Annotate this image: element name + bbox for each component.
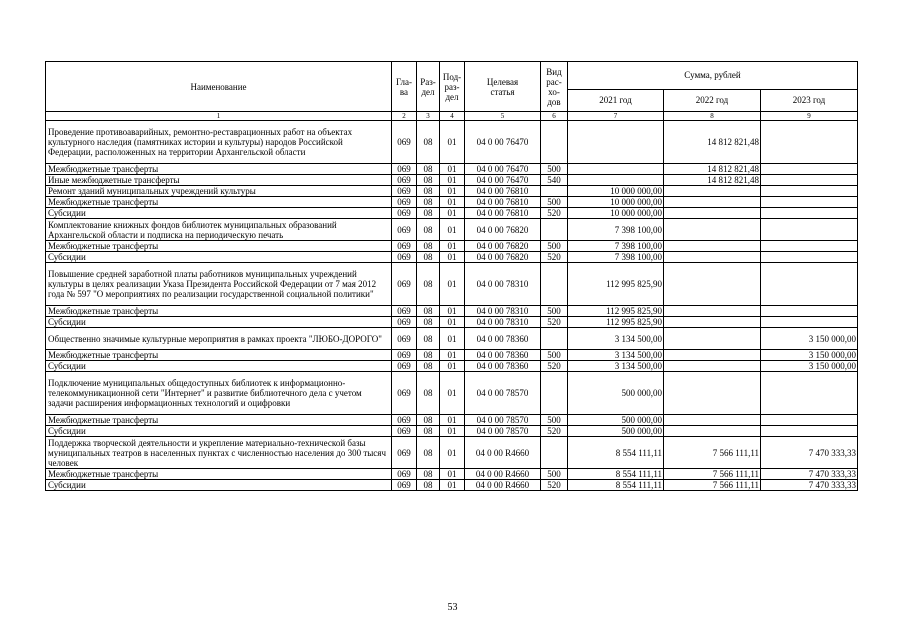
column-number: 5 [465, 112, 541, 121]
cell-podrazdel: 01 [440, 426, 465, 437]
header-glava: Гла- ва [392, 62, 417, 112]
cell-razdel: 08 [417, 372, 440, 415]
cell-razdel: 08 [417, 263, 440, 306]
cell-y2023: 3 150 000,00 [761, 350, 858, 361]
cell-razdel: 08 [417, 415, 440, 426]
column-number: 6 [541, 112, 568, 121]
cell-name: Субсидии [46, 252, 392, 263]
cell-name: Комплектование книжных фондов библиотек муниципальных образований Архангельской области и подписка на периодическую печать [46, 219, 392, 241]
cell-target: 04 0 00 76820 [465, 252, 541, 263]
cell-y2021: 500 000,00 [568, 426, 664, 437]
cell-y2021: 7 398 100,00 [568, 219, 664, 241]
cell-target: 04 0 00 76470 [465, 164, 541, 175]
table-row [46, 197, 858, 208]
cell-razdel: 08 [417, 350, 440, 361]
table-row [46, 415, 858, 426]
cell-target: 04 0 00 78570 [465, 372, 541, 415]
table-row [46, 164, 858, 175]
cell-podrazdel: 01 [440, 306, 465, 317]
cell-y2023: 7 470 333,33 [761, 480, 858, 491]
cell-y2022 [664, 208, 761, 219]
table-row [46, 437, 858, 469]
cell-y2023: 3 150 000,00 [761, 328, 858, 350]
cell-razdel: 08 [417, 328, 440, 350]
cell-name: Повышение средней заработной платы работников муниципальных учреждений культуры в целях реализации Указа Президента Российской Федерации от 7 мая 2012 года № 597 "О мероприятиях по реализации государственной социальной политики" [46, 263, 392, 306]
cell-vid [541, 328, 568, 350]
cell-target: 04 0 00 78570 [465, 426, 541, 437]
column-number: 7 [568, 112, 664, 121]
cell-y2022 [664, 306, 761, 317]
cell-podrazdel: 01 [440, 252, 465, 263]
cell-y2023 [761, 306, 858, 317]
cell-y2023: 7 470 333,33 [761, 469, 858, 480]
table-row [46, 350, 858, 361]
header-podrazdel: Под- раз- дел [440, 62, 465, 112]
cell-y2022 [664, 241, 761, 252]
cell-y2023 [761, 219, 858, 241]
cell-razdel: 08 [417, 175, 440, 186]
cell-podrazdel: 01 [440, 350, 465, 361]
cell-y2021: 10 000 000,00 [568, 186, 664, 197]
table-row [46, 252, 858, 263]
column-number: 2 [392, 112, 417, 121]
cell-y2023 [761, 317, 858, 328]
cell-y2021: 112 995 825,90 [568, 306, 664, 317]
cell-vid: 500 [541, 306, 568, 317]
cell-y2021: 500 000,00 [568, 415, 664, 426]
cell-vid: 520 [541, 317, 568, 328]
cell-y2021: 3 134 500,00 [568, 361, 664, 372]
cell-glava: 069 [392, 469, 417, 480]
cell-target: 04 0 00 78570 [465, 415, 541, 426]
cell-y2023 [761, 372, 858, 415]
cell-name: Субсидии [46, 208, 392, 219]
table-row [46, 121, 858, 164]
cell-glava: 069 [392, 121, 417, 164]
cell-y2022 [664, 415, 761, 426]
cell-y2023 [761, 197, 858, 208]
header-2023: 2023 год [761, 89, 858, 111]
cell-razdel: 08 [417, 219, 440, 241]
cell-y2023 [761, 164, 858, 175]
header-razdel: Раз- дел [417, 62, 440, 112]
cell-podrazdel: 01 [440, 164, 465, 175]
table-body [46, 112, 858, 491]
table-row [46, 306, 858, 317]
cell-y2022 [664, 219, 761, 241]
cell-target: 04 0 00 76820 [465, 219, 541, 241]
cell-name: Ремонт зданий муниципальных учреждений культуры [46, 186, 392, 197]
cell-y2021 [568, 121, 664, 164]
cell-glava: 069 [392, 306, 417, 317]
cell-vid: 520 [541, 208, 568, 219]
cell-y2021: 10 000 000,00 [568, 197, 664, 208]
cell-podrazdel: 01 [440, 437, 465, 469]
cell-y2021: 8 554 111,11 [568, 469, 664, 480]
cell-y2023 [761, 426, 858, 437]
cell-vid [541, 437, 568, 469]
cell-name: Субсидии [46, 426, 392, 437]
column-number-row [46, 112, 858, 121]
header-2021: 2021 год [568, 89, 664, 111]
cell-vid: 520 [541, 361, 568, 372]
header-target: Целевая статья [465, 62, 541, 112]
cell-vid [541, 372, 568, 415]
cell-name: Субсидии [46, 480, 392, 491]
cell-y2023 [761, 175, 858, 186]
table-row [46, 175, 858, 186]
cell-podrazdel: 01 [440, 361, 465, 372]
cell-glava: 069 [392, 415, 417, 426]
page-number: 53 [447, 602, 458, 613]
column-number: 4 [440, 112, 465, 121]
cell-y2021: 8 554 111,11 [568, 480, 664, 491]
table-row [46, 317, 858, 328]
cell-y2023: 3 150 000,00 [761, 361, 858, 372]
cell-podrazdel: 01 [440, 328, 465, 350]
cell-podrazdel: 01 [440, 175, 465, 186]
table-row [46, 328, 858, 350]
cell-podrazdel: 01 [440, 121, 465, 164]
cell-name: Субсидии [46, 317, 392, 328]
cell-vid [541, 263, 568, 306]
cell-razdel: 08 [417, 164, 440, 175]
header-sum: Сумма, рублей [568, 62, 858, 90]
cell-name: Подключение муниципальных общедоступных библиотек к информационно-телекоммуникационной сети "Интернет" и развитие библиотечного дела с учетом задачи расширения информационных технологий и оцифровки [46, 372, 392, 415]
table-row [46, 480, 858, 491]
cell-target: 04 0 00 76810 [465, 186, 541, 197]
cell-podrazdel: 01 [440, 219, 465, 241]
cell-name: Межбюджетные трансферты [46, 197, 392, 208]
cell-razdel: 08 [417, 469, 440, 480]
cell-podrazdel: 01 [440, 469, 465, 480]
table-row [46, 469, 858, 480]
cell-name: Проведение противоаварийных, ремонтно-реставрационных работ на объектах культурного наследия (памятниках истории и культуры) народов Российской Федерации, расположенных на территории Архангельской области [46, 121, 392, 164]
cell-glava: 069 [392, 372, 417, 415]
table-row [46, 426, 858, 437]
cell-vid: 500 [541, 164, 568, 175]
cell-name: Межбюджетные трансферты [46, 241, 392, 252]
cell-target: 04 0 00 76820 [465, 241, 541, 252]
cell-razdel: 08 [417, 361, 440, 372]
cell-podrazdel: 01 [440, 197, 465, 208]
cell-name: Межбюджетные трансферты [46, 164, 392, 175]
cell-razdel: 08 [417, 480, 440, 491]
cell-glava: 069 [392, 426, 417, 437]
cell-y2021: 3 134 500,00 [568, 328, 664, 350]
cell-razdel: 08 [417, 306, 440, 317]
cell-glava: 069 [392, 328, 417, 350]
table-row [46, 208, 858, 219]
cell-target: 04 0 00 78310 [465, 263, 541, 306]
cell-y2022 [664, 350, 761, 361]
cell-glava: 069 [392, 480, 417, 491]
cell-vid [541, 219, 568, 241]
cell-name: Поддержка творческой деятельности и укрепление материально-технической базы муниципальных театров в населенных пунктах с численностью населения до 300 тысяч человек [46, 437, 392, 469]
cell-y2023 [761, 186, 858, 197]
budget-table [45, 61, 858, 491]
cell-glava: 069 [392, 164, 417, 175]
cell-podrazdel: 01 [440, 208, 465, 219]
cell-razdel: 08 [417, 317, 440, 328]
cell-razdel: 08 [417, 197, 440, 208]
column-number: 9 [761, 112, 858, 121]
cell-y2021: 10 000 000,00 [568, 208, 664, 219]
cell-target: 04 0 00 R4660 [465, 469, 541, 480]
cell-razdel: 08 [417, 426, 440, 437]
table-row [46, 372, 858, 415]
cell-vid: 520 [541, 480, 568, 491]
cell-name: Межбюджетные трансферты [46, 350, 392, 361]
cell-target: 04 0 00 78310 [465, 317, 541, 328]
cell-y2021: 8 554 111,11 [568, 437, 664, 469]
table-row [46, 186, 858, 197]
cell-y2022: 7 566 111,11 [664, 437, 761, 469]
cell-y2023 [761, 263, 858, 306]
cell-target: 04 0 00 76810 [465, 208, 541, 219]
cell-name: Межбюджетные трансферты [46, 415, 392, 426]
cell-razdel: 08 [417, 121, 440, 164]
cell-razdel: 08 [417, 241, 440, 252]
cell-glava: 069 [392, 186, 417, 197]
cell-vid: 520 [541, 252, 568, 263]
column-number: 1 [46, 112, 392, 121]
cell-y2022 [664, 426, 761, 437]
table-row [46, 241, 858, 252]
cell-vid: 500 [541, 241, 568, 252]
cell-glava: 069 [392, 197, 417, 208]
cell-vid: 500 [541, 415, 568, 426]
cell-y2022 [664, 372, 761, 415]
cell-name: Общественно значимые культурные мероприятия в рамках проекта "ЛЮБО-ДОРОГО" [46, 328, 392, 350]
cell-y2021 [568, 175, 664, 186]
cell-glava: 069 [392, 361, 417, 372]
cell-glava: 069 [392, 175, 417, 186]
cell-vid: 500 [541, 197, 568, 208]
cell-y2022: 14 812 821,48 [664, 121, 761, 164]
cell-podrazdel: 01 [440, 263, 465, 306]
cell-y2021: 7 398 100,00 [568, 252, 664, 263]
cell-podrazdel: 01 [440, 372, 465, 415]
cell-y2023 [761, 241, 858, 252]
cell-target: 04 0 00 76470 [465, 121, 541, 164]
cell-podrazdel: 01 [440, 241, 465, 252]
cell-vid: 500 [541, 350, 568, 361]
cell-y2023 [761, 208, 858, 219]
cell-y2023 [761, 415, 858, 426]
cell-name: Иные межбюджетные трансферты [46, 175, 392, 186]
cell-vid: 540 [541, 175, 568, 186]
cell-y2022 [664, 263, 761, 306]
cell-target: 04 0 00 78360 [465, 361, 541, 372]
cell-y2021: 112 995 825,90 [568, 263, 664, 306]
cell-glava: 069 [392, 252, 417, 263]
cell-razdel: 08 [417, 437, 440, 469]
cell-podrazdel: 01 [440, 186, 465, 197]
cell-y2022 [664, 317, 761, 328]
cell-razdel: 08 [417, 208, 440, 219]
cell-podrazdel: 01 [440, 317, 465, 328]
cell-y2021 [568, 164, 664, 175]
cell-name: Межбюджетные трансферты [46, 306, 392, 317]
cell-name: Субсидии [46, 361, 392, 372]
table-row [46, 219, 858, 241]
header-name: Наименование [46, 62, 392, 112]
cell-target: 04 0 00 76470 [465, 175, 541, 186]
cell-name: Межбюджетные трансферты [46, 469, 392, 480]
table-row [46, 361, 858, 372]
header-2022: 2022 год [664, 89, 761, 111]
cell-target: 04 0 00 78310 [465, 306, 541, 317]
cell-glava: 069 [392, 437, 417, 469]
cell-y2022 [664, 186, 761, 197]
cell-y2022 [664, 252, 761, 263]
cell-razdel: 08 [417, 252, 440, 263]
cell-glava: 069 [392, 241, 417, 252]
cell-podrazdel: 01 [440, 480, 465, 491]
cell-vid [541, 121, 568, 164]
cell-y2022: 14 812 821,48 [664, 164, 761, 175]
cell-target: 04 0 00 R4660 [465, 437, 541, 469]
column-number: 3 [417, 112, 440, 121]
cell-y2022 [664, 197, 761, 208]
table-row [46, 263, 858, 306]
cell-razdel: 08 [417, 186, 440, 197]
cell-y2023 [761, 252, 858, 263]
cell-y2021: 112 995 825,90 [568, 317, 664, 328]
cell-vid: 500 [541, 469, 568, 480]
cell-vid: 520 [541, 426, 568, 437]
cell-target: 04 0 00 78360 [465, 328, 541, 350]
cell-target: 04 0 00 78360 [465, 350, 541, 361]
column-number: 8 [664, 112, 761, 121]
header-vid: Вид рас- хо- дов [541, 62, 568, 112]
cell-glava: 069 [392, 350, 417, 361]
cell-glava: 069 [392, 219, 417, 241]
cell-target: 04 0 00 76810 [465, 197, 541, 208]
cell-y2023 [761, 121, 858, 164]
cell-glava: 069 [392, 208, 417, 219]
cell-y2022 [664, 361, 761, 372]
cell-y2023: 7 470 333,33 [761, 437, 858, 469]
cell-podrazdel: 01 [440, 415, 465, 426]
cell-glava: 069 [392, 317, 417, 328]
cell-y2022: 7 566 111,11 [664, 480, 761, 491]
cell-vid [541, 186, 568, 197]
cell-y2022 [664, 328, 761, 350]
cell-y2022: 7 566 111,11 [664, 469, 761, 480]
cell-y2021: 7 398 100,00 [568, 241, 664, 252]
cell-glava: 069 [392, 263, 417, 306]
cell-y2021: 3 134 500,00 [568, 350, 664, 361]
cell-y2021: 500 000,00 [568, 372, 664, 415]
cell-target: 04 0 00 R4660 [465, 480, 541, 491]
cell-y2022: 14 812 821,48 [664, 175, 761, 186]
